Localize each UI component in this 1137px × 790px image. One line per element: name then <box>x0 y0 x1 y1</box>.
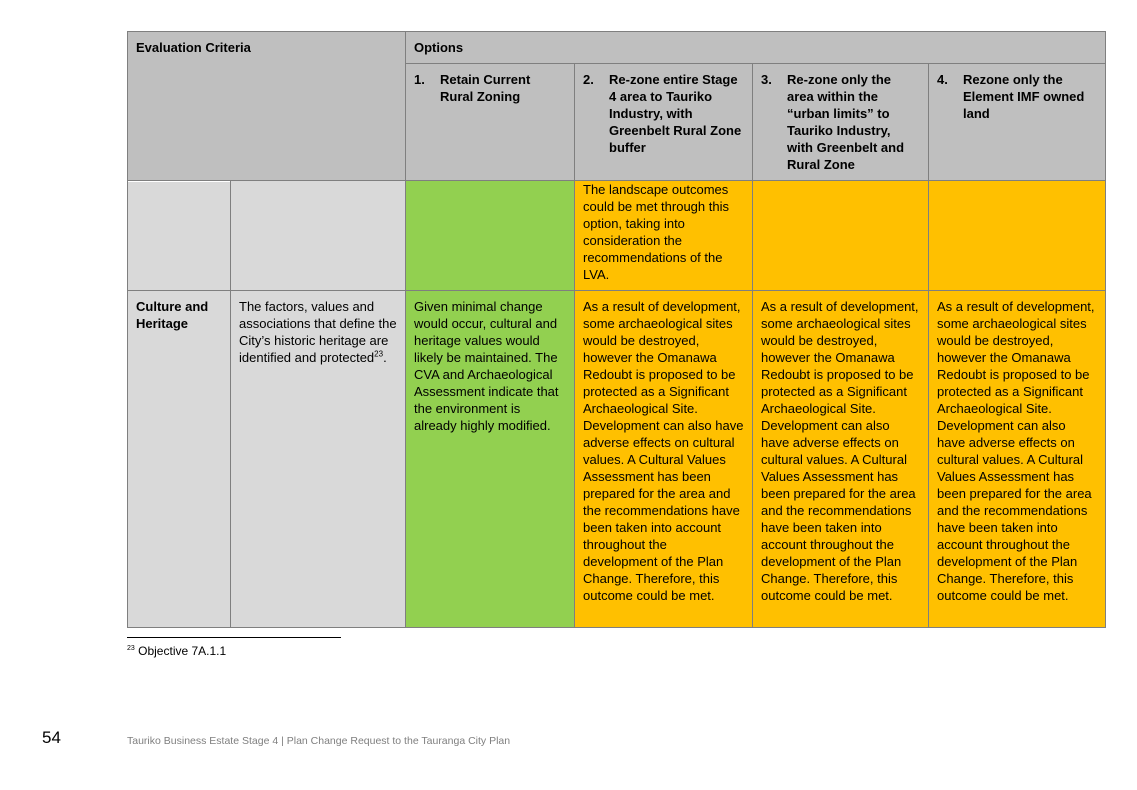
option-number: 3. <box>761 72 772 87</box>
option-3-cell: As a result of development, some archaeological sites would be destroyed, however the Omanawa Redoubt is proposed to be protected as a Significant Archaeological Site. Development can also have adverse effects on cultural values. A Cultural Values Assessment has been prepared for the area and the recommendations have been taken into account throughout the development of the Plan Change. Therefore, this outcome could be met. <box>753 291 929 628</box>
evaluation-criteria-header: Evaluation Criteria <box>128 32 406 181</box>
evaluation-table <box>127 31 1106 628</box>
table-row-landscape <box>128 181 1106 291</box>
footnote-ref: 23 <box>374 349 384 359</box>
option-1-cell <box>406 181 575 291</box>
option-1-cell: Given minimal change would occur, cultural and heritage values would likely be maintained. The CVA and Archaeological Assessment indicate that the environment is already highly modified. <box>406 291 575 628</box>
footer-title: Tauriko Business Estate Stage 4 | Plan Change Request to the Tauranga City Plan <box>127 735 511 747</box>
footnote-number: 23 <box>127 645 135 652</box>
option-3-header <box>753 64 929 181</box>
option-4-header <box>929 64 1106 181</box>
option-2-cell: The landscape outcomes could be met through this option, taking into consideration the recommendations of the LVA. <box>575 181 753 291</box>
objective-cell: The factors, values and associations that define the City’s historic heritage are identified and protected$^{23}$. <box>231 291 406 628</box>
criteria-cell: Culture and Heritage <box>128 291 231 628</box>
option-1-header <box>406 64 575 181</box>
footnote-text: Objective 7A.1.1 <box>134 644 227 658</box>
option-label: Rezone only the Element IMF owned land <box>963 72 1085 121</box>
option-number: 1. <box>414 72 425 87</box>
option-2-cell: As a result of development, some archaeological sites would be destroyed, however the Omanawa Redoubt is proposed to be protected as a Significant Archaeological Site. Development can also have adverse effects on cultural values. A Cultural Values Assessment has been prepared for the area and the recommendations have been taken into account throughout the development of the Plan Change. Therefore, this outcome could be met. <box>575 291 753 628</box>
table-header-row <box>128 32 1106 64</box>
page-number: 54 <box>42 728 61 747</box>
table-row-culture <box>128 291 1106 628</box>
option-label: Re-zone only the area within the “urban limits” to Tauriko Industry, with Greenbelt and Rural Zone <box>787 72 905 172</box>
options-header: Options <box>406 32 1106 64</box>
footnote <box>127 644 226 658</box>
objective-cell <box>231 181 406 291</box>
footnote-divider <box>127 637 341 638</box>
option-label: Retain Current Rural Zoning <box>440 72 531 104</box>
option-number: 4. <box>937 72 948 87</box>
option-4-cell: As a result of development, some archaeological sites would be destroyed, however the Omanawa Redoubt is proposed to be protected as a Significant Archaeological Site. Development can also have adverse effects on cultural values. A Cultural Values Assessment has been prepared for the area and the recommendations have been taken into account throughout the development of the Plan Change. Therefore, this outcome could be met. <box>929 291 1106 628</box>
option-number: 2. <box>583 72 594 87</box>
option-4-cell <box>929 181 1106 291</box>
option-3-cell <box>753 181 929 291</box>
option-label: Re-zone entire Stage 4 area to Tauriko Industry, with Greenbelt Rural Zone buffer <box>609 72 742 155</box>
criteria-cell <box>128 181 231 291</box>
option-2-header <box>575 64 753 181</box>
